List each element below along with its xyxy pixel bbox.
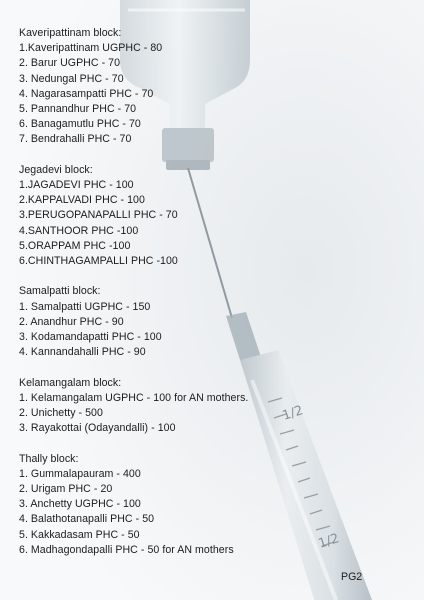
list-item: 1. Samalpatti UGPHC - 150	[19, 300, 151, 313]
list-item: 3.PERUGOPANAPALLI PHC - 70	[19, 209, 178, 222]
list-item: 3. Rayakottai (Odayandalli) - 100	[19, 422, 176, 435]
list-item: 4. Kannandahalli PHC - 90	[19, 346, 146, 359]
list-item: 2. Unichetty - 500	[19, 407, 103, 420]
list-item: 3. Anchetty UGPHC - 100	[19, 498, 141, 511]
list-item: 5.ORAPPAM PHC -100	[19, 239, 131, 252]
block-title: Jegadevi block:	[19, 163, 93, 176]
list-item: 2. Urigam PHC - 20	[19, 483, 113, 496]
list-item: 1.Kaveripattinam UGPHC - 80	[19, 42, 163, 55]
jegadevi-block	[19, 163, 409, 269]
block-title: Kelamangalam block:	[19, 376, 122, 389]
list-item: 1.JAGADEVI PHC - 100	[19, 179, 134, 192]
list-item: 6. Madhagondapalli PHC - 50 for AN mothers	[19, 543, 234, 556]
list-item: 7. Bendrahalli PHC - 70	[19, 133, 132, 146]
kelamangalam-block	[19, 376, 409, 437]
svg-text:1/2: 1/2	[280, 403, 306, 424]
page-number: PG2	[341, 571, 363, 583]
list-item: 2.KAPPALVADI PHC - 100	[19, 194, 145, 207]
document-body	[19, 26, 409, 573]
thally-block	[19, 452, 409, 558]
block-title: Samalpatti block:	[19, 285, 101, 298]
list-item: 4.SANTHOOR PHC -100	[19, 224, 139, 237]
kaveripattinam-block	[19, 26, 409, 148]
list-item: 6.CHINTHAGAMPALLI PHC -100	[19, 255, 178, 268]
block-title: Thally block:	[19, 452, 79, 465]
samalpatti-block	[19, 284, 409, 360]
list-item: 3. Kodamandapatti PHC - 100	[19, 331, 162, 344]
list-item: 4. Balathotanapalli PHC - 50	[19, 513, 155, 526]
list-item: 5. Pannandhur PHC - 70	[19, 103, 137, 116]
list-item: 1. Kelamangalam UGPHC - 100 for AN mothers.	[19, 391, 249, 404]
list-item: 5. Kakkadasam PHC - 50	[19, 528, 140, 541]
list-item: 6. Banagamutlu PHC - 70	[19, 118, 141, 131]
svg-text:1/2: 1/2	[316, 531, 342, 552]
list-item: 4. Nagarasampatti PHC - 70	[19, 87, 154, 100]
list-item: 2. Barur UGPHC - 70	[19, 57, 121, 70]
list-item: 1. Gummalapauram - 400	[19, 467, 141, 480]
list-item: 2. Anandhur PHC - 90	[19, 315, 124, 328]
list-item: 3. Nedungal PHC - 70	[19, 72, 124, 85]
block-title: Kaveripattinam block:	[19, 27, 122, 39]
